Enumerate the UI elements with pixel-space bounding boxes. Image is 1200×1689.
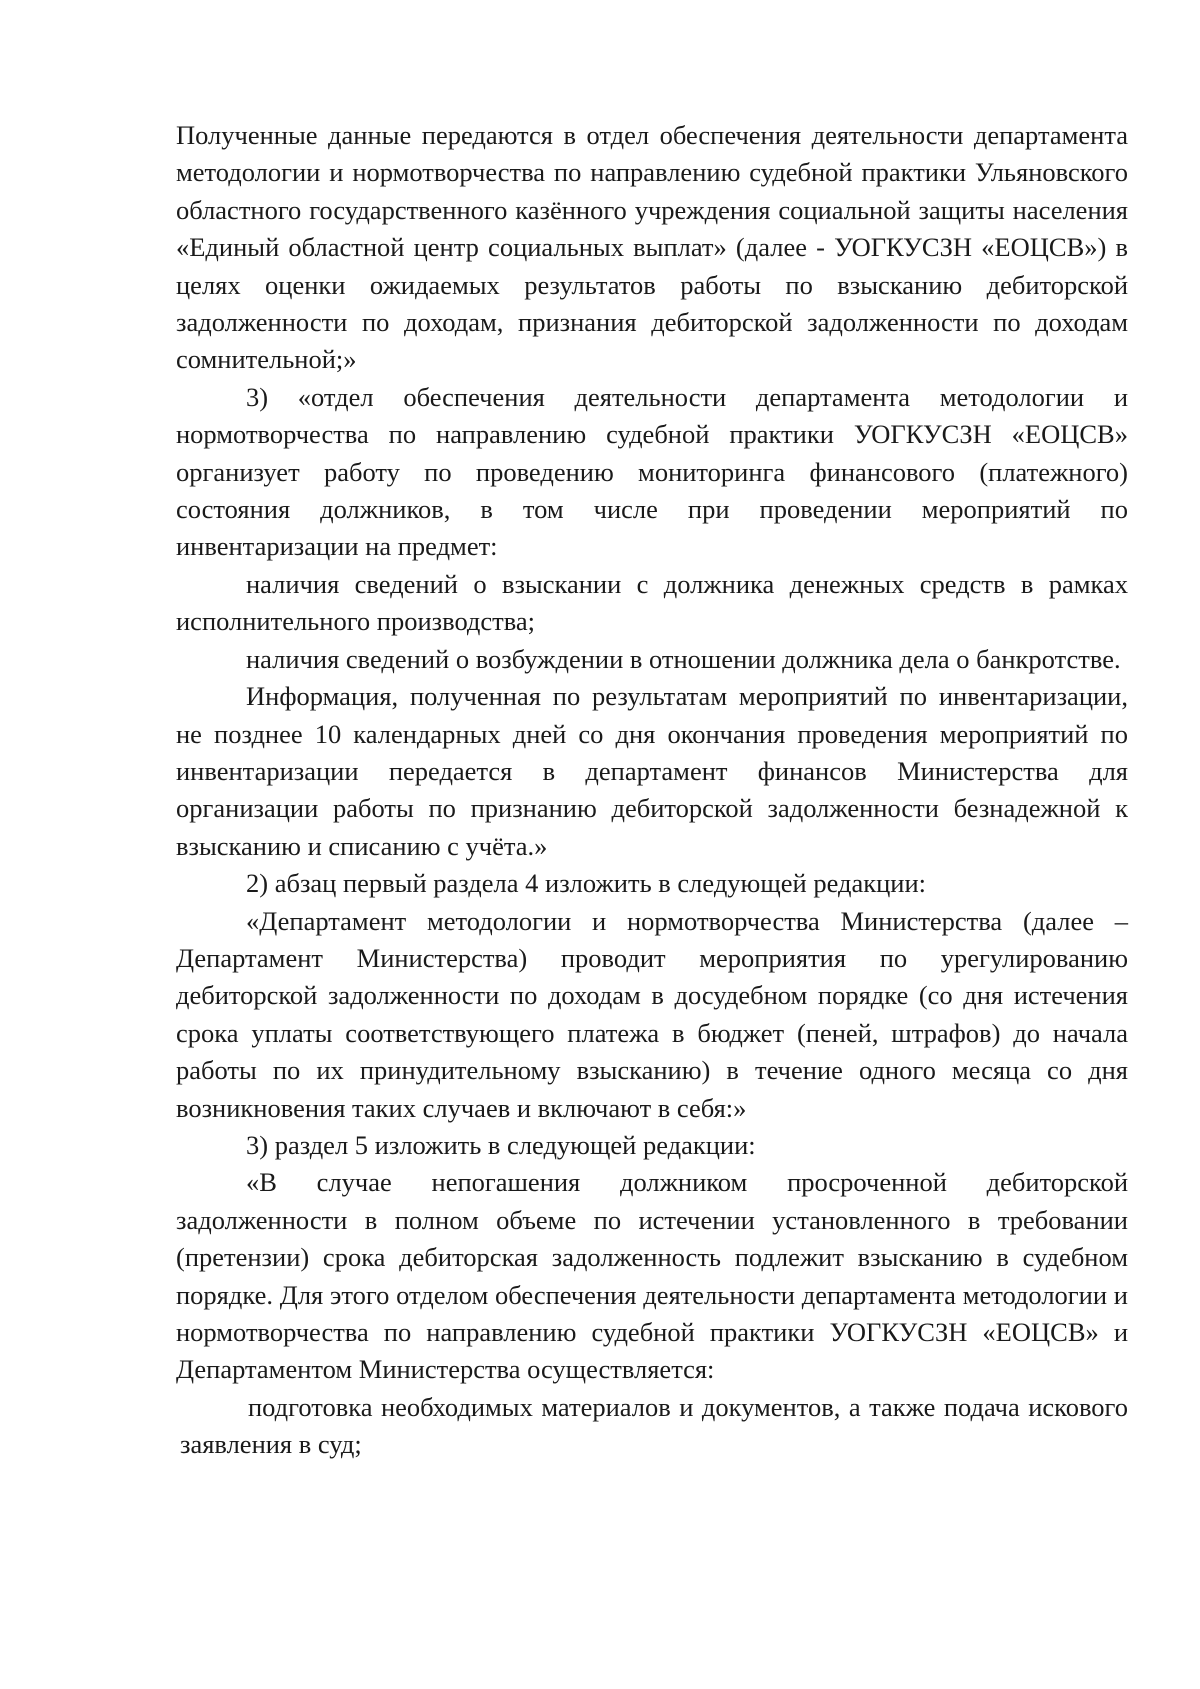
paragraph-inventory-information: Информация, полученная по результатам мероприятий по инвентаризации, не позднее 10 календарных дней со дня окончания проведения мероприятий по инвентаризации передается в департамент финансов Министерства для организации работы по признанию дебиторской задолженности безнадежной к взысканию и списанию с учёта.» bbox=[176, 681, 1128, 861]
paragraph-enforcement-info: наличия сведений о взыскании с должника денежных средств в рамках исполнительного производства; bbox=[176, 568, 1128, 637]
document-body bbox=[176, 117, 1128, 1464]
paragraph-judicial-recovery: «В случае непогашения должником просроченной дебиторской задолженности в полном объеме по истечении установленного в требовании (претензии) срока дебиторская задолженность подлежит взысканию в судебном порядке. Для этого отделом обеспечения деятельности департамента методологии и нормотворчества по направлению судебной практики УОГКУСЗН «ЕОЦСВ» и Департаментом Министерства осуществляется: bbox=[176, 1167, 1128, 1385]
paragraph-data-transfer: Полученные данные передаются в отдел обеспечения деятельности департамента методологии и нормотворчества по направлению судебной практики Ульяновского областного государственного казённого учреждения социальной защиты населения «Единый областной центр социальных выплат» (далее - УОГКУСЗН «ЕОЦСВ») в целях оценки ожидаемых результатов работы по взысканию дебиторской задолженности по доходам, признания дебиторской задолженности по доходам сомнительной;» bbox=[176, 120, 1128, 375]
paragraph-item-3-section-5: 3) раздел 5 изложить в следующей редакции: bbox=[246, 1129, 756, 1160]
paragraph-department-measures: «Департамент методологии и нормотворчества Министерства (далее – Департамент Министерства) проводит мероприятия по урегулированию дебиторской задолженности по доходам в досудебном порядке (со дня истечения срока уплаты соответствующего платежа в бюджет (пеней, штрафов) до начала работы по их принудительному взысканию) в течение одного месяца со дня возникновения таких случаев и включают в себя:» bbox=[176, 905, 1128, 1123]
paragraph-item-3-monitoring: 3) «отдел обеспечения деятельности департамента методологии и нормотворчества по направлению судебной практики УОГКУСЗН «ЕОЦСВ» организует работу по проведению мониторинга финансового (платежного) состояния должников, в том числе при проведении мероприятий по инвентаризации на предмет: bbox=[176, 381, 1128, 562]
paragraph-item-2-section-4: 2) абзац первый раздела 4 изложить в следующей редакции: bbox=[246, 868, 927, 899]
paragraph-bankruptcy-info: наличия сведений о возбуждении в отношении должника дела о банкротстве. bbox=[246, 643, 1121, 674]
paragraph-lawsuit-preparation: подготовка необходимых материалов и документов, а также подача искового заявления в суд; bbox=[180, 1391, 1128, 1460]
